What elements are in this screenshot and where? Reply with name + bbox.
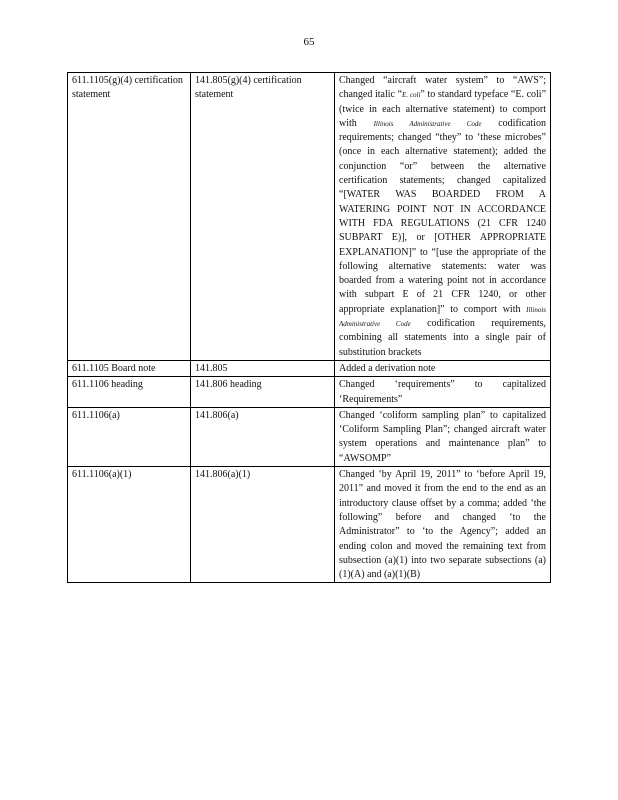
table-row — [68, 73, 551, 361]
change-description-cell: Changed ‘by April 19, 2011” to ‘before April 19, 2011” and moved it from the end to the end as an introductory clause offset by a comma; added ‘the following” before and changed ‘to the Administrator” to ‘to the Agency”; added an ending colon and moved the remaining text from subsection (a)(1) into two separate subsections (a)(1)(A) and (a)(1)(B) — [335, 467, 551, 583]
change-description-cell: Changed ‘coliform sampling plan” to capitalized ‘Coliform Sampling Plan”; changed aircraft water system operations and maintenance plan” to “AWSOMP” — [335, 407, 551, 466]
federal-section-cell: 141.805(g)(4) certification statement — [191, 73, 335, 361]
table-row — [68, 407, 551, 466]
federal-section-cell: 141.806(a)(1) — [191, 467, 335, 583]
italic-text-run: Illinois Administrative Code — [339, 305, 546, 329]
illinois-section-cell: 611.1106(a) — [68, 407, 191, 466]
federal-section-cell: 141.806 heading — [191, 377, 335, 408]
change-description-cell: Changed ‘requirements” to capitalized ‘Requirements” — [335, 377, 551, 408]
change-description-cell: Added a derivation note — [335, 360, 551, 376]
text-run: Changed “aircraft water system” to “AWS”; changed italic “ — [339, 75, 546, 101]
federal-section-cell: 141.805 — [191, 360, 335, 376]
federal-section-cell: 141.806(a) — [191, 407, 335, 466]
illinois-section-cell: 611.1105 Board note — [68, 360, 191, 376]
derivation-table — [67, 72, 551, 583]
illinois-section-cell: 611.1106 heading — [68, 377, 191, 408]
page-number: 65 — [303, 36, 315, 48]
text-run: ” to standard typeface “E. coli” (twice in each alternative statement) to comport with — [339, 89, 547, 129]
table-row — [68, 377, 551, 408]
table-row — [68, 467, 551, 583]
text-run: codification requirements, combining all statements into a single pair of substitution brackets — [339, 318, 546, 358]
illinois-section-cell: 611.1105(g)(4) certification statement — [68, 73, 191, 361]
change-description-cell — [335, 73, 551, 361]
illinois-section-cell: 611.1106(a)(1) — [68, 467, 191, 583]
italic-text-run: E. coli — [402, 91, 421, 100]
table-row — [68, 360, 551, 376]
text-run: codification requirements; changed “they” to ‘these microbes” (once in each alternative statement); added the conjunction “or” between the alternative certification statements; changed capitalized “[WATER WAS BOARDED FROM A WATERING POINT NOT IN ACCORDANCE WITH FDA REGULATIONS (21 CFR 1240 SUBPART E)], or [OTHER APPROPRIATE EXPLANATION]” to “[use the appropriate of the following alternative statements: water was boarded from a watering point not in accordance with subpart E of 21 CFR 1240, or other appropriate explanation]” to comport with — [339, 117, 546, 315]
italic-text-run: Illinois Administrative Code — [373, 119, 482, 128]
